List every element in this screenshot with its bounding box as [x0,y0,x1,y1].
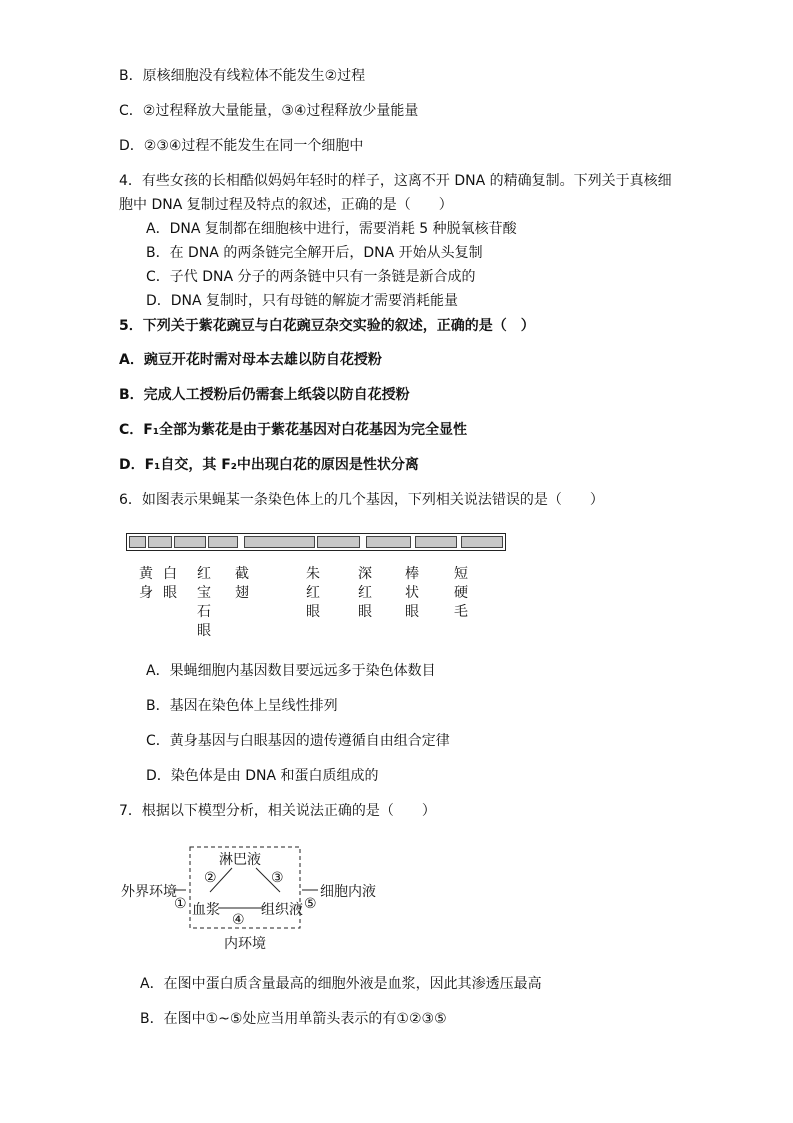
gene-label-vermilion-eye: 朱红眼 [306,566,320,620]
chromosome-segment [148,536,172,548]
gene-label-short-bristle: 短硬毛 [454,566,468,620]
q3-option-b: B．原核细胞没有线粒体不能发生②过程 [119,68,366,84]
q4-option-d: D．DNA 复制时，只有母链的解旋才需要消耗能量 [146,293,459,309]
chromosome-segment [174,536,206,548]
label-outer-environment: 外界环境 [121,884,177,900]
chromosome-segment [208,536,238,548]
marker-3: ③ [271,870,284,886]
label-tissue-fluid: 组织液 [261,902,303,918]
q5-option-c: C．F₁全部为紫花是由于紫花基因对白花基因为完全显性 [119,422,467,438]
marker-5: ⑤ [304,896,317,912]
chromosome-diagram [126,533,506,551]
marker-1: ① [174,896,187,912]
q5-option-a: A．豌豆开花时需对母本去雄以防自花授粉 [119,352,382,368]
gene-label-yellow-body: 黄身 [139,566,153,601]
gene-label-ruby-eye: 红宝石眼 [197,566,211,639]
q5-option-d: D．F₁自交，其 F₂中出现白花的原因是性状分离 [119,457,419,473]
q3-option-c: C．②过程释放大量能量，③④过程释放少量能量 [119,103,419,119]
q6-stem: 6．如图表示果蝇某一条染色体上的几个基因，下列相关说法错误的是（ ） [119,492,604,508]
internal-environment-diagram [118,842,388,958]
marker-2: ② [204,870,217,886]
gene-label-cut-wing: 截翅 [235,566,249,601]
label-plasma: 血浆 [192,902,220,918]
q6-option-c: C．黄身基因与白眼基因的遗传遵循自由组合定律 [146,733,450,749]
q5-stem: 5．下列关于紫花豌豆与白花豌豆杂交实验的叙述，正确的是（ ） [119,318,535,334]
q3-option-d: D．②③④过程不能发生在同一个细胞中 [119,138,364,154]
chromosome-segment [366,536,411,548]
chromosome-segment [129,536,146,548]
q7-option-b: B．在图中①~⑤处应当用单箭头表示的有①②③⑤ [140,1011,447,1027]
gene-label-white-eye: 白眼 [163,566,177,601]
q5-option-b: B．完成人工授粉后仍需套上纸袋以防自花授粉 [119,387,410,403]
q4-stem-line-1: 4．有些女孩的长相酷似妈妈年轻时的样子，这离不开 DNA 的精确复制。下列关于真核细 [119,173,672,189]
marker-4: ④ [232,912,245,928]
label-intracellular-fluid: 细胞内液 [320,884,376,900]
q7-option-a: A．在图中蛋白质含量最高的细胞外液是血浆，因此其渗透压最高 [140,976,542,992]
q4-stem-line-2: 胞中 DNA 复制过程及特点的叙述，正确的是（ ） [119,197,453,213]
q6-option-b: B．基因在染色体上呈线性排列 [146,698,338,714]
q6-option-d: D．染色体是由 DNA 和蛋白质组成的 [146,768,379,784]
q7-stem: 7．根据以下模型分析，相关说法正确的是（ ） [119,803,436,819]
chromosome-segment [244,536,315,548]
q4-option-a: A．DNA 复制都在细胞核中进行，需要消耗 5 种脱氧核苷酸 [146,221,517,237]
gene-label-carmine-eye: 深红眼 [358,566,372,620]
q4-option-b: B．在 DNA 的两条链完全解开后，DNA 开始从头复制 [146,245,483,261]
label-lymph: 淋巴液 [219,852,261,868]
chromosome-segment [317,536,360,548]
gene-label-bar-eye: 棒状眼 [405,566,419,620]
chromosome-segment [461,536,503,548]
chromosome-segment [415,536,457,548]
q6-option-a: A．果蝇细胞内基因数目要远远多于染色体数目 [146,663,436,679]
q4-option-c: C．子代 DNA 分子的两条链中只有一条链是新合成的 [146,269,476,285]
label-internal-environment: 内环境 [224,936,266,952]
